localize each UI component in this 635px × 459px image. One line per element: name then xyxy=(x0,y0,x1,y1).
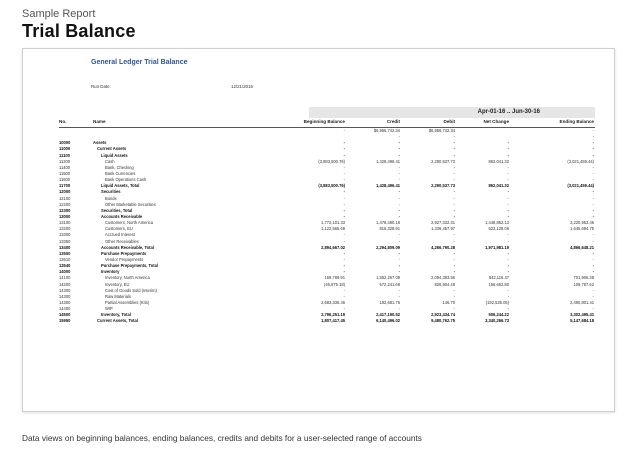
net-change-cell: - xyxy=(507,201,509,207)
debit-cell: 2,290,537.73 xyxy=(431,183,455,189)
account-name: Bank, Checking xyxy=(105,164,134,170)
col-header-ending-balance: Ending Balance xyxy=(559,119,594,124)
account-number: 15950 xyxy=(59,318,71,324)
column-header-row xyxy=(23,119,614,127)
beginning-balance-cell: - xyxy=(343,232,345,238)
beginning-balance-cell: - xyxy=(343,128,345,133)
beginning-balance-cell: - xyxy=(343,146,345,152)
net-change-cell: - xyxy=(507,189,509,195)
debit-cell: - xyxy=(453,195,455,201)
credit-cell: - xyxy=(398,263,400,269)
credit-cell: 2,417,190.52 xyxy=(376,312,400,318)
credit-cell: 1,428,496.41 xyxy=(376,183,400,189)
net-change-cell: - xyxy=(507,152,509,158)
account-name: Other Receivables xyxy=(105,238,139,244)
period-label: Apr-01-16 .. Jun-30-16 xyxy=(477,109,540,115)
credit-cell: - xyxy=(398,269,400,275)
ending-balance-cell: - xyxy=(592,306,594,312)
credit-cell: - xyxy=(398,201,400,207)
col-header-no: No. xyxy=(59,119,67,124)
run-date-value: 12/21/2016 xyxy=(231,84,253,89)
ending-balance-cell: - xyxy=(592,134,594,140)
ending-balance-cell: 2,490,801.41 xyxy=(570,299,594,305)
net-change-cell: - xyxy=(507,177,509,183)
ending-balance-cell: - xyxy=(592,293,594,299)
account-name: Partial Assemblies (Kits) xyxy=(105,299,150,305)
credit-cell: - xyxy=(398,170,400,176)
net-change-cell: 1,971,981.19 xyxy=(485,244,509,250)
account-name: Vendor Prepayments xyxy=(105,256,144,262)
page-title: Trial Balance xyxy=(22,21,136,41)
net-change-cell: 523,129.06 xyxy=(488,226,509,232)
account-number: 14300 xyxy=(59,287,71,293)
ending-balance-cell: - xyxy=(592,238,594,244)
account-number: 10000 xyxy=(59,140,71,146)
ending-balance-cell: - xyxy=(592,207,594,213)
credit-cell: - xyxy=(398,287,400,293)
credit-cell: - xyxy=(398,238,400,244)
net-change-cell: 542,116.47 xyxy=(488,275,509,281)
ending-balance-cell: - xyxy=(592,152,594,158)
debit-cell: - xyxy=(453,207,455,213)
ending-balance-cell: - xyxy=(592,232,594,238)
debit-cell: - xyxy=(453,152,455,158)
debit-cell: - xyxy=(453,269,455,275)
account-number: 12200 xyxy=(59,201,71,207)
ending-balance-cell: 109,787.62 xyxy=(573,281,594,287)
net-change-cell: - xyxy=(507,164,509,170)
credit-cell: - xyxy=(398,189,400,195)
ending-balance-cell: 701,906.38 xyxy=(573,275,594,281)
debit-cell: - xyxy=(453,140,455,146)
table-row xyxy=(23,318,614,324)
ending-balance-cell: - xyxy=(592,140,594,146)
net-change-cell: 862,041.32 xyxy=(488,183,509,189)
debit-cell: - xyxy=(453,164,455,170)
account-number: 13400 xyxy=(59,244,71,250)
credit-cell: - xyxy=(398,207,400,213)
beginning-balance-cell: - xyxy=(343,189,345,195)
ending-balance-cell: (3,021,459.44) xyxy=(567,183,594,189)
net-change-cell: 3,340,266.73 xyxy=(485,318,509,324)
net-change-cell: - xyxy=(507,213,509,219)
beginning-balance-cell: 1,122,565.69 xyxy=(321,226,345,232)
beginning-balance-cell: - xyxy=(343,213,345,219)
net-change-cell: - xyxy=(507,250,509,256)
account-number: 12100 xyxy=(59,195,71,201)
net-change-cell: (192,535.05) xyxy=(485,299,509,305)
account-name: Assets xyxy=(93,140,107,146)
beginning-balance-cell: (3,883,500.76) xyxy=(318,158,345,164)
debit-cell: 9,480,762.75 xyxy=(431,318,455,324)
beginning-balance-cell: 1,772,101.33 xyxy=(321,220,345,226)
credit-cell: - xyxy=(398,152,400,158)
net-change-cell: - xyxy=(507,207,509,213)
account-number: 14300 xyxy=(59,293,71,299)
ending-balance-cell: - xyxy=(592,287,594,293)
account-number: 14100 xyxy=(59,275,71,281)
account-name: Bonds xyxy=(105,195,117,201)
debit-cell: - xyxy=(453,263,455,269)
beginning-balance-cell: (3,883,500.76) xyxy=(318,183,345,189)
account-number: 14500 xyxy=(59,312,71,318)
ending-balance-cell: - xyxy=(592,269,594,275)
account-name: Bank Operations Cash xyxy=(105,177,147,183)
ending-balance-cell: - xyxy=(592,213,594,219)
debit-cell: - xyxy=(453,256,455,262)
net-change-cell: 156,662.80 xyxy=(488,281,509,287)
beginning-balance-cell: - xyxy=(343,250,345,256)
report-title: General Ledger Trial Balance xyxy=(91,59,188,66)
beginning-balance-cell: 2,683,336.46 xyxy=(321,299,345,305)
credit-cell: - xyxy=(398,134,400,140)
report-caption: Data views on beginning balances, ending balances, credits and debits for a user-selected range of accounts xyxy=(22,433,422,443)
ending-balance-cell: - xyxy=(592,256,594,262)
debit-cell: - xyxy=(453,293,455,299)
account-name: Current Assets, Total xyxy=(97,318,138,324)
credit-cell: - xyxy=(398,256,400,262)
credit-cell: - xyxy=(398,146,400,152)
ending-balance-cell: - xyxy=(592,128,594,133)
debit-cell: 828,904.48 xyxy=(434,281,455,287)
account-name: Customers, North America xyxy=(105,220,154,226)
debit-cell: - xyxy=(453,201,455,207)
credit-cell: - xyxy=(398,195,400,201)
account-name: Securities, Total xyxy=(101,207,133,213)
debit-cell: 2,927,332.31 xyxy=(431,220,455,226)
net-change-cell: - xyxy=(507,287,509,293)
beginning-balance-cell: - xyxy=(343,306,345,312)
ending-balance-cell: - xyxy=(592,177,594,183)
debit-cell: - xyxy=(453,189,455,195)
beginning-balance-cell: - xyxy=(343,177,345,183)
ending-balance-cell: - xyxy=(592,195,594,201)
col-header-debit: Debit xyxy=(443,119,455,124)
account-name: Cost of Goods Sold (Interim) xyxy=(105,287,157,293)
debit-cell: 2,290,537.73 xyxy=(431,158,455,164)
ending-balance-cell: 1,645,694.75 xyxy=(570,226,594,232)
debit-cell: 2,094,383.56 xyxy=(431,275,455,281)
net-change-cell: - xyxy=(507,140,509,146)
credit-cell: - xyxy=(398,250,400,256)
account-name: Inventory, North America xyxy=(105,275,150,281)
debit-cell: $6,956,742.34 xyxy=(428,128,455,133)
debit-cell: 2,923,434.74 xyxy=(431,312,455,318)
run-date-label: Run Date: xyxy=(91,84,111,89)
ending-balance-cell: - xyxy=(592,146,594,152)
beginning-balance-cell: - xyxy=(343,269,345,275)
credit-cell: 6,140,496.02 xyxy=(376,318,400,324)
account-number: 13540 xyxy=(59,263,71,269)
net-change-cell: - xyxy=(507,293,509,299)
net-change-cell: - xyxy=(507,146,509,152)
credit-cell: 672,241.68 xyxy=(379,281,400,287)
account-number: 11600 xyxy=(59,177,71,183)
col-header-beginning-balance: Beginning Balance xyxy=(303,119,345,124)
ending-balance-cell: 5,147,684.18 xyxy=(570,318,594,324)
account-number: 14300 xyxy=(59,299,71,305)
debit-cell: 146.70 xyxy=(442,299,455,305)
account-number: 13000 xyxy=(59,213,71,219)
ending-balance-cell: 3,302,495.41 xyxy=(570,312,594,318)
beginning-balance-cell: - xyxy=(343,256,345,262)
beginning-balance-cell: - xyxy=(343,152,345,158)
ending-balance-cell: 3,220,953.46 xyxy=(570,220,594,226)
account-name: Liquid Assets xyxy=(101,152,128,158)
beginning-balance-cell: - xyxy=(343,207,345,213)
account-name: Inventory, Total xyxy=(101,312,131,318)
debit-cell: 1,339,457.97 xyxy=(431,226,455,232)
col-header-name: Name xyxy=(93,119,106,124)
ending-balance-cell: - xyxy=(592,189,594,195)
ending-balance-cell: - xyxy=(592,170,594,176)
ending-balance-cell: 4,866,648.21 xyxy=(570,244,594,250)
debit-cell: - xyxy=(453,134,455,140)
debit-cell: - xyxy=(453,250,455,256)
debit-cell: - xyxy=(453,238,455,244)
beginning-balance-cell: - xyxy=(343,293,345,299)
account-name: Accounts Receivable, Total xyxy=(101,244,154,250)
account-number: 14200 xyxy=(59,281,71,287)
beginning-balance-cell: - xyxy=(343,201,345,207)
account-name: Accrued Interest xyxy=(105,232,135,238)
net-change-cell: 862,041.32 xyxy=(488,158,509,164)
net-change-cell: - xyxy=(507,269,509,275)
credit-cell: 1,552,267.09 xyxy=(376,275,400,281)
account-number: 11500 xyxy=(59,170,71,176)
account-number: 13300 xyxy=(59,232,71,238)
credit-cell: 816,328.91 xyxy=(379,226,400,232)
account-name: Purchase Prepayments, Total xyxy=(101,263,159,269)
beginning-balance-cell: 2,796,251.19 xyxy=(321,312,345,318)
net-change-cell: - xyxy=(507,232,509,238)
credit-cell: 1,478,480.18 xyxy=(376,220,400,226)
net-change-cell: - xyxy=(507,306,509,312)
beginning-balance-cell: - xyxy=(343,263,345,269)
account-number: 11000 xyxy=(59,146,71,152)
account-number: 13200 xyxy=(59,226,71,232)
debit-cell: - xyxy=(453,213,455,219)
debit-cell: - xyxy=(453,287,455,293)
beginning-balance-cell: - xyxy=(343,195,345,201)
account-number: 12300 xyxy=(59,207,71,213)
beginning-balance-cell: - xyxy=(343,170,345,176)
beginning-balance-cell: 159,789.91 xyxy=(324,275,345,281)
beginning-balance-cell: 2,894,667.02 xyxy=(321,244,345,250)
net-change-cell: 506,244.22 xyxy=(488,312,509,318)
account-name: Liquid Assets, Total xyxy=(101,183,140,189)
account-number: 13350 xyxy=(59,238,71,244)
account-number: 13510 xyxy=(59,256,71,262)
beginning-balance-cell: (46,875.18) xyxy=(324,281,345,287)
account-number: 11400 xyxy=(59,164,71,170)
debit-cell: 4,266,790.28 xyxy=(431,244,455,250)
account-number: 13500 xyxy=(59,250,71,256)
beginning-balance-cell: - xyxy=(343,140,345,146)
credit-cell: - xyxy=(398,306,400,312)
credit-cell: 192,681.75 xyxy=(379,299,400,305)
account-name: Customers, EU xyxy=(105,226,133,232)
debit-cell: - xyxy=(453,146,455,152)
credit-cell: - xyxy=(398,213,400,219)
beginning-balance-cell: - xyxy=(343,238,345,244)
account-name: Accounts Receivable xyxy=(101,213,143,219)
account-name: Inventory, EU xyxy=(105,281,130,287)
ending-balance-cell: - xyxy=(592,201,594,207)
beginning-balance-cell: - xyxy=(343,164,345,170)
account-number: 14000 xyxy=(59,269,71,275)
ending-balance-cell: - xyxy=(592,164,594,170)
period-band xyxy=(309,107,595,118)
trial-balance-table xyxy=(23,128,614,325)
report-subtitle: Sample Report xyxy=(22,8,96,20)
credit-cell: 2,294,809.09 xyxy=(376,244,400,250)
account-name: Bank Currencies xyxy=(105,170,136,176)
account-number: 11100 xyxy=(59,152,70,158)
account-name: Cash xyxy=(105,158,115,164)
net-change-cell: - xyxy=(507,238,509,244)
account-name: Other Marketable Securities xyxy=(105,201,156,207)
credit-cell: - xyxy=(398,232,400,238)
account-number: 11200 xyxy=(59,158,71,164)
ending-balance-cell: - xyxy=(592,263,594,269)
account-name: Current Assets xyxy=(97,146,127,152)
beginning-balance-cell: 1,807,417.45 xyxy=(321,318,345,324)
account-name: Raw Materials xyxy=(105,293,131,299)
net-change-cell: 1,448,852.13 xyxy=(485,220,509,226)
account-name: Inventory xyxy=(101,269,120,275)
debit-cell: - xyxy=(453,306,455,312)
account-number: 12000 xyxy=(59,189,71,195)
credit-cell: - xyxy=(398,177,400,183)
account-number: 13100 xyxy=(59,220,71,226)
credit-cell: - xyxy=(398,164,400,170)
debit-cell: - xyxy=(453,177,455,183)
credit-cell: - xyxy=(398,140,400,146)
net-change-cell: - xyxy=(507,170,509,176)
account-name: Purchase Prepayments xyxy=(101,250,147,256)
ending-balance-cell: - xyxy=(592,250,594,256)
debit-cell: - xyxy=(453,170,455,176)
beginning-balance-cell: - xyxy=(343,287,345,293)
account-name: WIP xyxy=(105,306,113,312)
account-number: 14400 xyxy=(59,306,71,312)
account-number: 11700 xyxy=(59,183,71,189)
credit-cell: 1,428,496.41 xyxy=(376,158,400,164)
account-name: Securities xyxy=(101,189,121,195)
col-header-credit: Credit xyxy=(386,119,400,124)
debit-cell: - xyxy=(453,232,455,238)
net-change-cell: - xyxy=(507,195,509,201)
col-header-net-change: Net Change xyxy=(483,119,509,124)
net-change-cell: - xyxy=(507,263,509,269)
credit-cell: $6,956,742.34 xyxy=(373,128,400,133)
credit-cell: - xyxy=(398,293,400,299)
report-preview xyxy=(22,48,615,412)
net-change-cell: - xyxy=(507,256,509,262)
ending-balance-cell: (3,021,459.44) xyxy=(567,158,594,164)
